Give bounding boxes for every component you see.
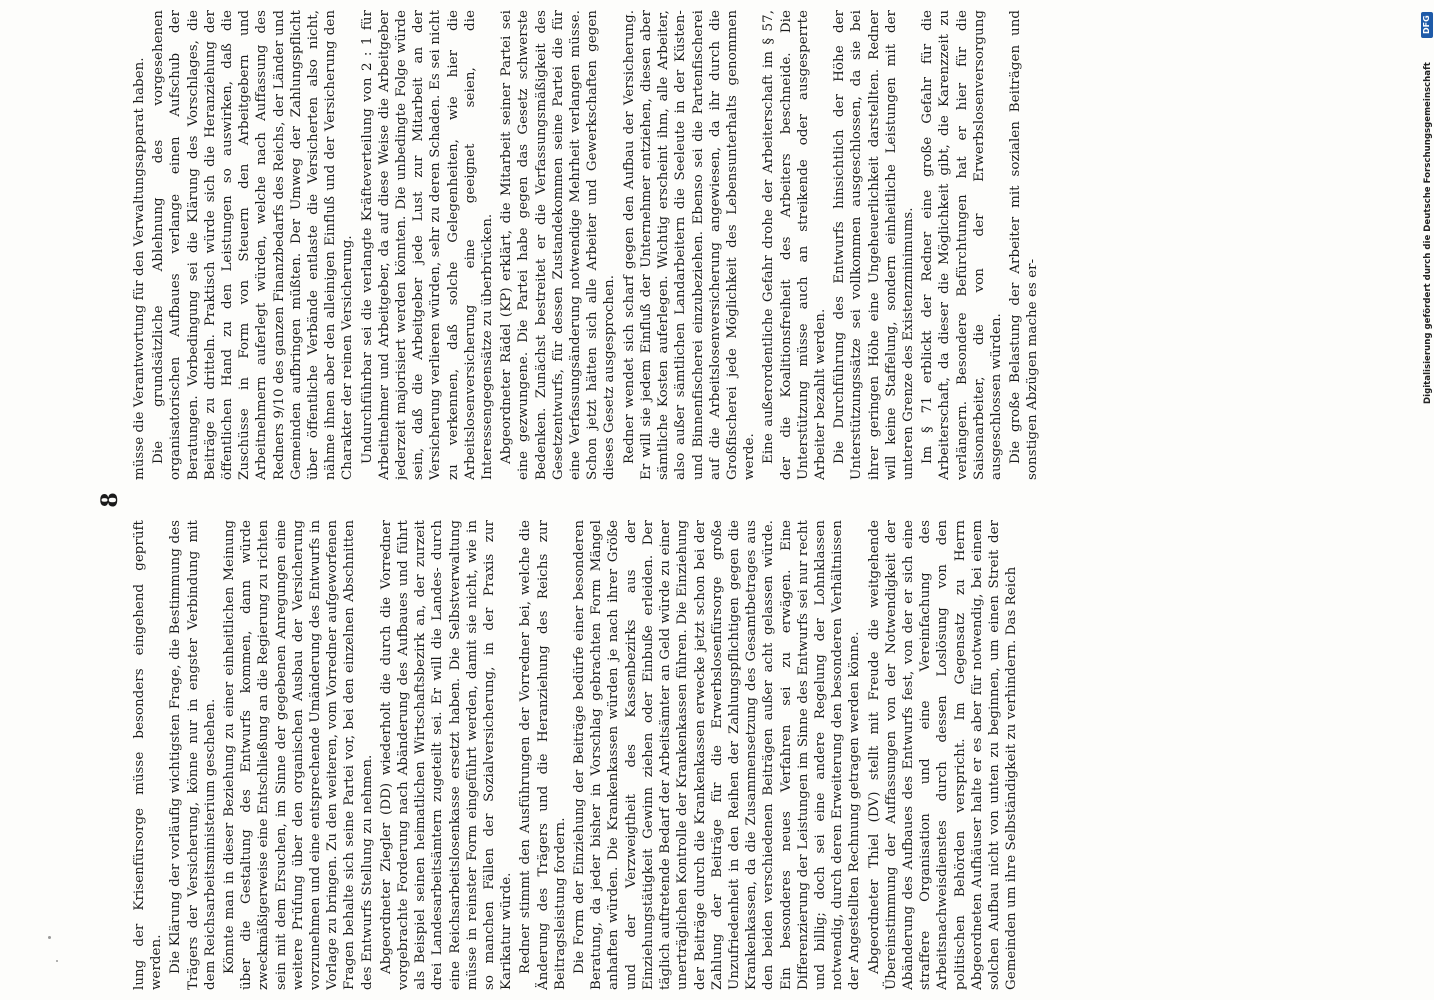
paragraph: Abgeordneter Ziegler (DD) wiederholt die durch die Vorredner vorgebrachte Forderung nach Abänderung des Aufbaues und führt als Beispiel seinen heimatlichen Wirtschaftsbezirk an, der zurzeit drei Landesarbeitsämtern zugeteilt sei. Er will die Landes- durch eine Reichsarbeitslosenkasse ersetzt haben. Die Selbstverwaltung müsse in reinster Form eingeführt werden, damit sie nicht, wie in so manchen Fällen der Sozialversicherung, in der Praxis zur Karikatur würde. <box>378 520 515 990</box>
paragraph: Abgeordneter Rädel (KP) erklärt, die Mitarbeit seiner Partei sei eine gezwungene. Die Partei habe gegen das Gesetz schwerste Bedenken. Zunächst bestreitet er die Verfassungsmäßigkeit des Gesetzentwurfs, für dessen Zustandekommen seine Partei die für eine Verfassungsänderung notwendige Mehrheit verlangen müsse. Schon jetzt hätten sich alle Arbeiter und Gewerkschaften gegen dieses Gesetz ausgesprochen. <box>499 10 618 480</box>
paragraph: Die große Belastung der Arbeiter mit sozialen Beiträgen und sonstigen Abzügen mache es er- <box>1008 10 1041 480</box>
rotated-printed-page <box>95 0 1265 1000</box>
text-column-left <box>131 520 1251 990</box>
paragraph: Redner stimmt den Ausführungen der Vorredner bei, welche die Änderung des Trägers und die Heranziehung des Reichs zur Beitragsleistung fordern. <box>518 520 568 990</box>
digitization-notice <box>1421 6 1434 406</box>
paragraph: Undurchführbar sei die verlangte Kräfteverteilung von 2 : 1 für Arbeitnehmer und Arbeitgeber, da auf diese Weise die Arbeitgeber jederzeit majorisiert werden könnten. Die unbedingte Folge würde sein, daß die Arbeitgeber jede Lust zur Mitarbeit an der Versicherung verlieren würden, sehr zu deren Schaden. Es sei nicht zu verkennen, daß solche Gelegenheiten, wie hier die Arbeitslosenversicherung eine geeignet seien, die Interessengegensätze zu überbrücken. <box>359 10 496 480</box>
dfg-logo-label: DFG <box>1422 15 1431 35</box>
paragraph: Abgeordneter Thiel (DV) stellt mit Freude die weitgehende Übereinstimmung der Auffassungen von der Notwendigkeit der Abänderung des Aufbaues des Entwurfs fest, von der er sich eine straffere Organisation und eine Vereinfachung des Arbeitsnachweisdienstes durch dessen Loslösung von den politischen Behörden verspricht. Im Gegensatz zu Herrn Abgeordneten Aufhäuser halte er es aber für notwendig, bei einem solchen Aufbau nicht von unten zu beginnen, um einen Streit der Gemeinden um ihre Selbständigkeit zu verhindern. Das Reich <box>866 520 1020 990</box>
scan-speck <box>56 960 58 962</box>
page-number: 8 <box>97 492 123 508</box>
scan-speck <box>48 936 51 939</box>
digitization-notice-text: Digitalisierung gefördert durch die Deutsche Forschungsgemeinschaft <box>1423 62 1433 404</box>
paragraph: Redner wendet sich scharf gegen den Aufbau der Versicherung. Er will sie jedem Einfluß der Unternehmer entziehen, diesen aber sämtliche Kosten auferlegen. Wichtig erscheint ihm, alle Arbeiter, also außer sämtlichen Landarbeitern die Seeleute in der Küsten- und Binnenfischerei einzubeziehen. Ebenso sei die Partenfischerei auf die Arbeitslosenversicherung angewiesen, da ihr durch die Großfischerei jede Möglichkeit des Lebensunterhalts genommen werde. <box>621 10 758 480</box>
text-column-right <box>131 10 1251 480</box>
paragraph: Die Form der Einziehung der Beiträge bedürfe einer besonderen Beratung, da jeder bisher in Vorschlag gebrachten Form Mängel anhaften würden. Die Krankenkassen würden je nach ihrer Größe und der Verzweigtheit des Kassenbezirks aus der Einziehungstätigkeit Gewinn ziehen oder Einbuße erleiden. Der täglich auftretende Bedarf der Arbeitsämter an Geld würde zu einer unerträglichen Kontrolle der Krankenkassen führen. Die Einziehung der Beiträge durch die Krankenkassen erwecke jetzt schon bei der Zahlung der Beiträge für die Erwerbslosenfürsorge große Unzufriedenheit in den Reihen der Zahlungspflichtigen gegen die Krankenkassen, da die Zusammensetzung des Gesamtbetrages aus den beiden verschiedenen Beiträgen außer acht gelassen würde. Ein besonderes neues Verfahren sei zu erwägen. Eine Differenzierung der Leistungen im Sinne des Entwurfs sei nur recht und billig; doch sei eine andere Regelung der Lohnklassen notwendig, durch deren Erweiterung den besonderen Verhältnissen der Angestellten Rechnung getragen werden könne. <box>572 520 863 990</box>
paragraph: Die grundsätzliche Ablehnung des vorgesehenen organisatorischen Aufbaues verlange einen Aufschub der Beratungen. Vorbedingung sei die Klärung des Vorschlages, die Beiträge zu dritteln. Praktisch würde sich die Heranziehung der öffentlichen Hand zu den Leistungen so auswirken, daß die Zuschüsse in Form von Steuern den Arbeitgebern und Arbeitnehmern auferlegt würden, welche nach Auffassung des Redners 9/10 des ganzen Finanzbedarfs des Reichs, der Länder und Gemeinden aufbringen müßten. Der Umweg der Zahlungspflicht über öffentliche Verbände entlaste die Versicherten also nicht, nähme ihnen aber den alleinigen Einfluß und der Versicherung den Charakter der reinen Versicherung. <box>151 10 356 480</box>
paragraph: Eine außerordentliche Gefahr drohe der Arbeiterschaft im § 57, der die Koalitionsfreiheit des Arbeiters beschneide. Die Unterstützung müsse auch an streikende oder ausgesperrte Arbeiter bezahlt werden. <box>761 10 828 480</box>
paragraph: lung der Krisenfürsorge müsse besonders eingehend geprüft werden. <box>132 520 165 990</box>
paragraph: Die Klärung der vorläufig wichtigsten Frage, die Bestimmung des Trägers der Versicherung, könne nur in engster Verbindung mit dem Reichsarbeitsministerium geschehen. <box>168 520 218 990</box>
paragraph: Könnte man in dieser Beziehung zu einer einheitlichen Meinung über die Gestaltung des Entwurfs kommen, dann würde zweckmäßigerweise eine Entschließung an die Regierung zu richten sein mit dem Ersuchen, im Sinne der gegebenen Anregungen eine weitere Prüfung über den organischen Ausbau der Versicherung vorzunehmen und eine entsprechende Umänderung des Entwurfs in Vorlage zu bringen. Zu den weiteren, vom Vorredner aufgeworfenen Fragen behalte sich seine Partei vor, bei den einzelnen Abschnitten des Entwurfs Stellung zu nehmen. <box>222 520 375 990</box>
paragraph: müsse die Verantwortung für den Verwaltungsapparat haben. <box>132 57 147 480</box>
dfg-logo-icon <box>1421 12 1433 38</box>
paragraph: Die Durchführung des Entwurfs hinsichtlich der Höhe der Unterstützungssätze sei vollkommen ausgeschlossen, da sie bei ihrer geringen Höhe eine Ungeheuerlichkeit darstellten. Redner will keine Staffelung, sondern einheitliche Leistungen mit der unteren Grenze des Existenzminimums. <box>832 10 916 480</box>
paragraph: Im § 71 erblickt der Redner eine große Gefahr für die Arbeiterschaft, da dieser die Möglichkeit gibt, die Karenzzeit zu verlängern. Besondere Befürchtungen hat er hier für die Saisonarbeiter, die von der Erwerbslosenversorgung ausgeschlossen würden. <box>920 10 1004 480</box>
